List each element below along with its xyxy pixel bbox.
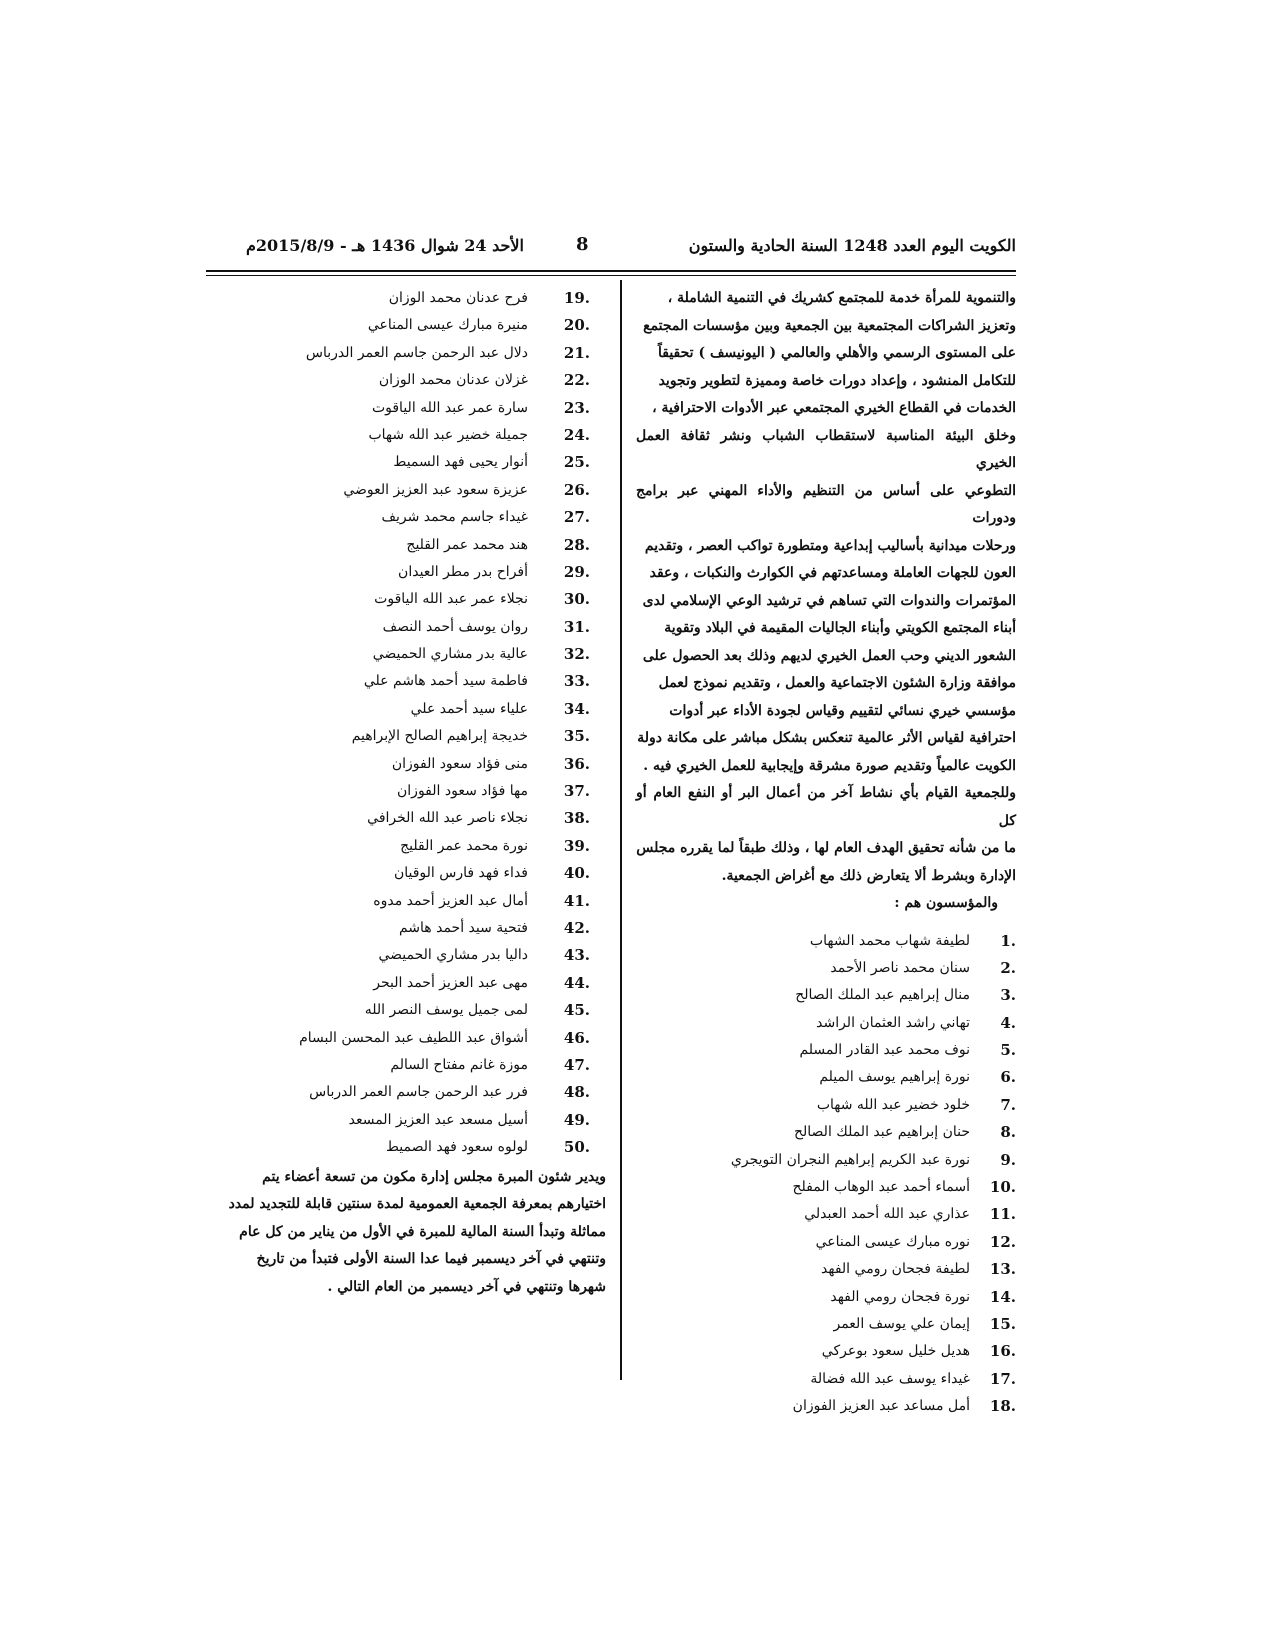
list-item [636, 1284, 1016, 1311]
list-item [206, 1025, 606, 1052]
founder-name: فتحية سيد أحمد هاشم [398, 919, 528, 936]
founder-name: أشواق عبد اللطيف عبد المحسن البسام [299, 1029, 528, 1046]
founder-name: سارة عمر عبد الله الياقوت [371, 399, 528, 416]
gazette-issue-info: الكويت اليوم العدد 1248 السنة الحادية والستون [688, 236, 1016, 255]
list-item-number: 38. [563, 809, 590, 828]
list-item-number: 8. [1000, 1123, 1016, 1142]
issue-date: الأحد 24 شوال 1436 هـ - 2015/8/9م [246, 236, 524, 255]
founder-name: خلود خضير عبد الله شهاب [816, 1096, 970, 1113]
founder-name: عزيزة سعود عبد العزيز العوضي [343, 481, 528, 498]
paragraph-line: الشعور الديني وحب العمل الخيري لديهم وذلك بعد الحصول على [642, 647, 1016, 664]
list-item [206, 422, 606, 449]
founder-name: داليا بدر مشاري الحميضي [378, 947, 528, 964]
founder-name: فاطمة سيد أحمد هاشم علي [363, 673, 528, 690]
list-item [206, 1107, 606, 1134]
list-item [206, 696, 606, 723]
list-item [206, 805, 606, 832]
list-item [636, 1064, 1016, 1091]
list-item [636, 1311, 1016, 1338]
list-item [206, 340, 606, 367]
list-item [636, 1393, 1016, 1420]
paragraph-line: ما من شأنه تحقيق الهدف العام لها ، وذلك طبقاً لما يقرره مجلس [636, 840, 1016, 856]
paragraph-line: وللجمعية القيام بأي نشاط آخر من أعمال البر أو النفع العام أو كل [636, 785, 1016, 829]
list-item-number: 15. [989, 1314, 1016, 1333]
founder-name: مها فؤاد سعود الفوزان [397, 783, 528, 800]
founder-name: موزة غانم مفتاح السالم [390, 1056, 528, 1073]
founder-name: عالية بدر مشاري الحميضي [372, 646, 528, 663]
header-rule-thin [206, 275, 1016, 276]
list-item [206, 532, 606, 559]
list-item-number: 12. [989, 1232, 1016, 1251]
list-item [206, 970, 606, 997]
objectives-paragraph [636, 285, 1016, 890]
header-rule-thick [206, 270, 1016, 272]
founder-name: نوره مبارك عيسى المناعي [815, 1233, 970, 1250]
list-item [206, 395, 606, 422]
list-item-number: 9. [1000, 1150, 1016, 1169]
paragraph-line: ورحلات ميدانية بأساليب إبداعية ومتطورة تواكب العصر ، وتقديم [644, 537, 1016, 554]
paragraph-line: وخلق البيئة المناسبة لاستقطاب الشباب ونشر ثقافة العمل الخيري [636, 427, 1016, 471]
founders-list-2 [206, 285, 606, 1162]
founder-name: جميلة خضير عبد الله شهاب [368, 426, 528, 443]
founder-name: نورة فجحان رومي الفهد [830, 1288, 970, 1305]
paragraph-line: اختيارهم بمعرفة الجمعية العمومية لمدة سنتين قابلة للتجديد لمدد [228, 1196, 606, 1212]
list-item-number: 29. [563, 562, 590, 581]
list-item [636, 1174, 1016, 1201]
list-item-number: 47. [563, 1055, 590, 1074]
list-item-number: 44. [563, 973, 590, 992]
page-number: 8 [576, 234, 589, 255]
founders-intro: والمؤسسون هم : [894, 895, 998, 911]
founder-name: علياء سيد أحمد علي [410, 700, 528, 717]
founder-name: لطيفة شهاب محمد الشهاب [809, 932, 970, 949]
founder-name: فرر عبد الرحمن جاسم العمر الدرباس [309, 1084, 528, 1101]
paragraph-line: الكويت عالمياً وتقديم صورة مشرقة وإيجابية للعمل الخيري فيه . [643, 757, 1016, 774]
list-item-number: 24. [563, 425, 590, 444]
list-item-number: 32. [563, 645, 590, 664]
list-item [206, 312, 606, 339]
list-item [636, 928, 1016, 955]
list-item [636, 1037, 1016, 1064]
list-item-number: 7. [1000, 1095, 1016, 1114]
list-item-number: 13. [989, 1260, 1016, 1279]
list-item-number: 46. [563, 1028, 590, 1047]
list-item-number: 18. [989, 1397, 1016, 1416]
list-item [206, 477, 606, 504]
list-item [206, 641, 606, 668]
list-item [206, 586, 606, 613]
founder-name: أنوار يحيى فهد السميط [393, 454, 528, 471]
list-item [206, 1052, 606, 1079]
list-item-number: 49. [563, 1110, 590, 1129]
list-item-number: 26. [563, 480, 590, 499]
list-item [206, 833, 606, 860]
list-item-number: 30. [563, 590, 590, 609]
founder-name: سنان محمد ناصر الأحمد [830, 959, 970, 976]
founder-name: أمال عبد العزيز أحمد مدوه [373, 892, 528, 909]
list-item-number: 34. [563, 699, 590, 718]
founder-name: أفراح بدر مطر العيدان [398, 563, 528, 580]
list-item-number: 22. [563, 371, 590, 390]
paragraph-line: على المستوى الرسمي والأهلي والعالمي ( اليونيسف ) تحقيقاً [657, 345, 1016, 361]
paragraph-line: والتنموية للمرأة خدمة للمجتمع كشريك في التنمية الشاملة ، [667, 290, 1016, 306]
list-item [206, 559, 606, 586]
founder-name: نورة إبراهيم يوسف الميلم [819, 1069, 970, 1086]
list-item [206, 723, 606, 750]
list-item-number: 39. [563, 836, 590, 855]
founder-name: مهى عبد العزيز أحمد البحر [373, 974, 528, 991]
list-item-number: 27. [563, 508, 590, 527]
list-item [206, 888, 606, 915]
right-column [636, 285, 1016, 1421]
list-item [206, 997, 606, 1024]
list-item [636, 1147, 1016, 1174]
list-item [206, 449, 606, 476]
paragraph-line: الخدمات في القطاع الخيري المجتمعي عبر الأدوات الاحترافية ، [652, 400, 1016, 416]
paragraph-line: مماثلة وتبدأ السنة المالية للمبرة في الأول من يناير من كل عام [239, 1223, 606, 1240]
paragraph-line: أبناء المجتمع الكويتي وأبناء الجاليات المقيمة في البلاد وتقوية [664, 620, 1016, 636]
list-item [636, 1338, 1016, 1365]
page-header [246, 232, 1016, 262]
founder-name: إيمان علي يوسف العمر [833, 1315, 970, 1332]
paragraph-line: شهرها وتنتهي في آخر ديسمبر من العام التالي . [327, 1278, 606, 1295]
list-item-number: 2. [1000, 958, 1016, 977]
list-item-number: 16. [989, 1342, 1016, 1361]
list-item [636, 1119, 1016, 1146]
founder-name: هند محمد عمر القليج [406, 536, 528, 553]
list-item-number: 1. [1000, 931, 1016, 950]
founder-name: فداء فهد فارس الوقيان [393, 865, 528, 882]
list-item [206, 614, 606, 641]
founder-name: تهاني راشد العثمان الراشد [816, 1014, 970, 1031]
paragraph-line: ويدير شئون المبرة مجلس إدارة مكون من تسعة أعضاء يتم [262, 1168, 606, 1185]
left-column [206, 285, 606, 1301]
founder-name: منال إبراهيم عبد الملك الصالح [795, 987, 970, 1004]
founder-name: غزلان عدنان محمد الوزان [378, 372, 528, 389]
founder-name: غيداء جاسم محمد شريف [381, 509, 528, 526]
list-item [206, 778, 606, 805]
paragraph-line: وتنتهي في آخر ديسمبر فيما عدا السنة الأولى فتبدأ من تاريخ [256, 1251, 606, 1267]
founder-name: لولوه سعود فهد الصميط [385, 1139, 528, 1156]
list-item-number: 5. [1000, 1041, 1016, 1060]
list-item [206, 504, 606, 531]
closing-paragraph [206, 1164, 606, 1302]
founders-list-1 [636, 928, 1016, 1421]
list-item [206, 942, 606, 969]
list-item-number: 21. [563, 343, 590, 362]
list-item-number: 33. [563, 672, 590, 691]
list-item-number: 42. [563, 918, 590, 937]
list-item-number: 31. [563, 617, 590, 636]
list-item [206, 668, 606, 695]
founder-name: دلال عبد الرحمن جاسم العمر الدرباس [305, 344, 528, 361]
paragraph-line: العون للجهات العاملة ومساعدتهم في الكوارث والنكبات ، وعقد [649, 565, 1016, 581]
paragraph-line: مؤسسي خيري نسائي لتقييم وقياس لجودة الأداء عبر أدوات [669, 702, 1016, 719]
list-item-number: 43. [563, 946, 590, 965]
list-item [636, 1229, 1016, 1256]
founder-name: خديجة إبراهيم الصالح الإبراهيم [351, 728, 528, 745]
list-item-number: 23. [563, 398, 590, 417]
founder-name: أمل مساعد عبد العزيز الفوزان [792, 1398, 970, 1415]
paragraph-line: التطوعي على أساس من التنظيم والأداء المهني عبر برامج ودورات [636, 482, 1016, 526]
paragraph-line: المؤتمرات والندوات التي تساهم في ترشيد الوعي الإسلامي لدى [642, 592, 1016, 609]
list-item-number: 35. [563, 727, 590, 746]
list-item-number: 25. [563, 453, 590, 472]
list-item [636, 955, 1016, 982]
paragraph-line: وتعزيز الشراكات المجتمعية بين الجمعية وبين مؤسسات المجتمع [643, 317, 1016, 334]
list-item [636, 1366, 1016, 1393]
paragraph-line: للتكامل المنشود ، وإعداد دورات خاصة ومميزة لتطوير وتجويد [658, 372, 1016, 389]
founder-name: غيداء يوسف عبد الله فضالة [810, 1370, 970, 1387]
list-item-number: 17. [989, 1369, 1016, 1388]
founder-name: نجلاء عمر عبد الله الياقوت [374, 591, 528, 608]
list-item [206, 751, 606, 778]
list-item [206, 860, 606, 887]
list-item [206, 915, 606, 942]
paragraph-line: موافقة وزارة الشئون الاجتماعية والعمل ، وتقديم نموذج لعمل [658, 675, 1016, 691]
list-item-number: 37. [563, 782, 590, 801]
founder-name: فرح عدنان محمد الوزان [388, 290, 528, 306]
list-item-number: 11. [989, 1205, 1016, 1224]
list-item-number: 36. [563, 754, 590, 773]
founder-name: لمى جميل يوسف النصر الله [364, 1002, 528, 1019]
list-item [636, 1092, 1016, 1119]
list-item-number: 6. [1000, 1068, 1016, 1087]
list-item-number: 45. [563, 1001, 590, 1020]
column-divider [620, 280, 622, 1380]
list-item [636, 1010, 1016, 1037]
founder-name: هديل خليل سعود بوعركي [821, 1343, 970, 1360]
list-item-number: 10. [989, 1178, 1016, 1197]
list-item-number: 28. [563, 535, 590, 554]
founder-name: نوف محمد عبد القادر المسلم [799, 1042, 970, 1059]
founder-name: منيرة مبارك عيسى المناعي [367, 317, 528, 334]
list-item-number: 14. [989, 1287, 1016, 1306]
list-item [206, 1134, 606, 1161]
founder-name: عذاري عبد الله أحمد العبدلي [804, 1206, 970, 1223]
list-item [206, 1079, 606, 1106]
list-item [636, 1256, 1016, 1283]
list-item-number: 48. [563, 1083, 590, 1102]
list-item-number: 4. [1000, 1013, 1016, 1032]
list-item-number: 40. [563, 864, 590, 883]
list-item [206, 285, 606, 312]
founder-name: أسماء أحمد عبد الوهاب المفلح [792, 1179, 970, 1196]
list-item [206, 367, 606, 394]
founder-name: حنان إبراهيم عبد الملك الصالح [793, 1124, 970, 1141]
founder-name: أسيل مسعد عبد العزيز المسعد [348, 1111, 528, 1128]
paragraph-line: الإدارة وبشرط ألا يتعارض ذلك مع أغراض الجمعية. [721, 867, 1016, 884]
list-item [636, 1201, 1016, 1228]
list-item-number: 41. [563, 891, 590, 910]
paragraph-line: احترافية لقياس الأثر عالمية تنعكس بشكل مباشر على مكانة دولة [637, 730, 1016, 746]
founder-name: نجلاء ناصر عبد الله الخرافي [367, 810, 528, 827]
list-item-number: 3. [1000, 986, 1016, 1005]
founder-name: منى فؤاد سعود الفوزان [391, 755, 528, 772]
founder-name: نورة محمد عمر القليج [400, 837, 528, 854]
founder-name: لطيفة فجحان رومي الفهد [821, 1261, 970, 1278]
founder-name: نورة عبد الكريم إبراهيم النجران التويجري [730, 1151, 970, 1168]
list-item-number: 20. [563, 316, 590, 335]
list-item-number: 19. [563, 289, 590, 307]
founder-name: روان يوسف أحمد النصف [382, 618, 528, 635]
list-item-number: 50. [563, 1138, 590, 1157]
list-item [636, 982, 1016, 1009]
